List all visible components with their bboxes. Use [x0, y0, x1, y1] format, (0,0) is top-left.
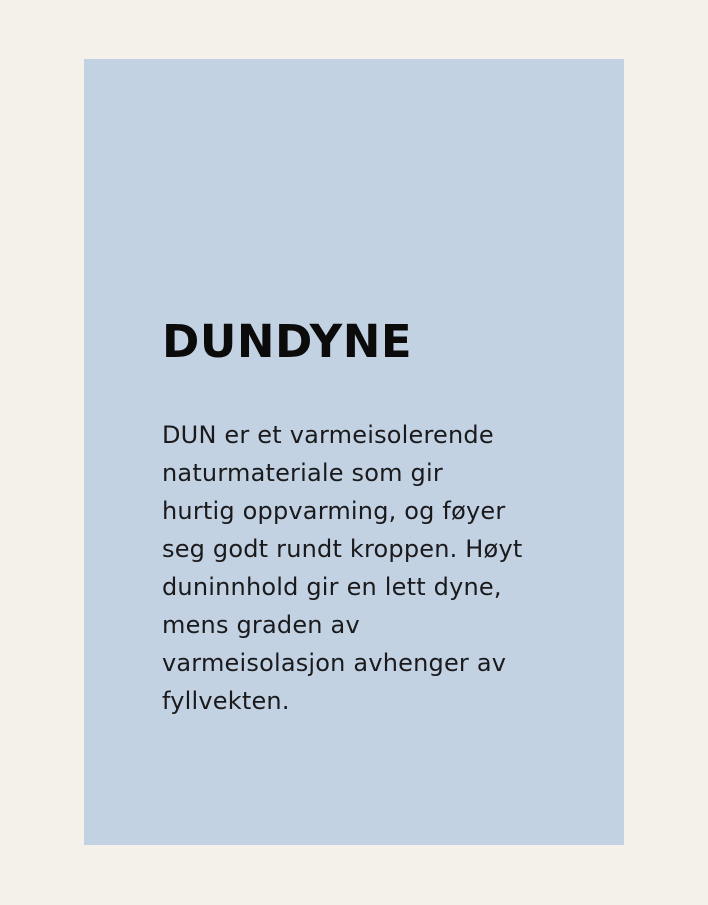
description-line: varmeisolasjon avhenger av	[162, 649, 507, 677]
description-line: duninnhold gir en lett dyne,	[162, 573, 502, 601]
description-line: hurtig oppvarming, og føyer	[162, 497, 506, 525]
description-line: naturmateriale som gir	[162, 459, 443, 487]
card-description	[162, 416, 582, 720]
card-title: DUNDYNE	[162, 315, 413, 368]
info-card	[84, 59, 624, 845]
description-line: fyllvekten.	[162, 687, 290, 715]
card-content	[162, 314, 582, 720]
description-line: mens graden av	[162, 611, 360, 639]
description-line: seg godt rundt kroppen. Høyt	[162, 535, 523, 563]
description-line: DUN er et varmeisolerende	[162, 421, 494, 449]
